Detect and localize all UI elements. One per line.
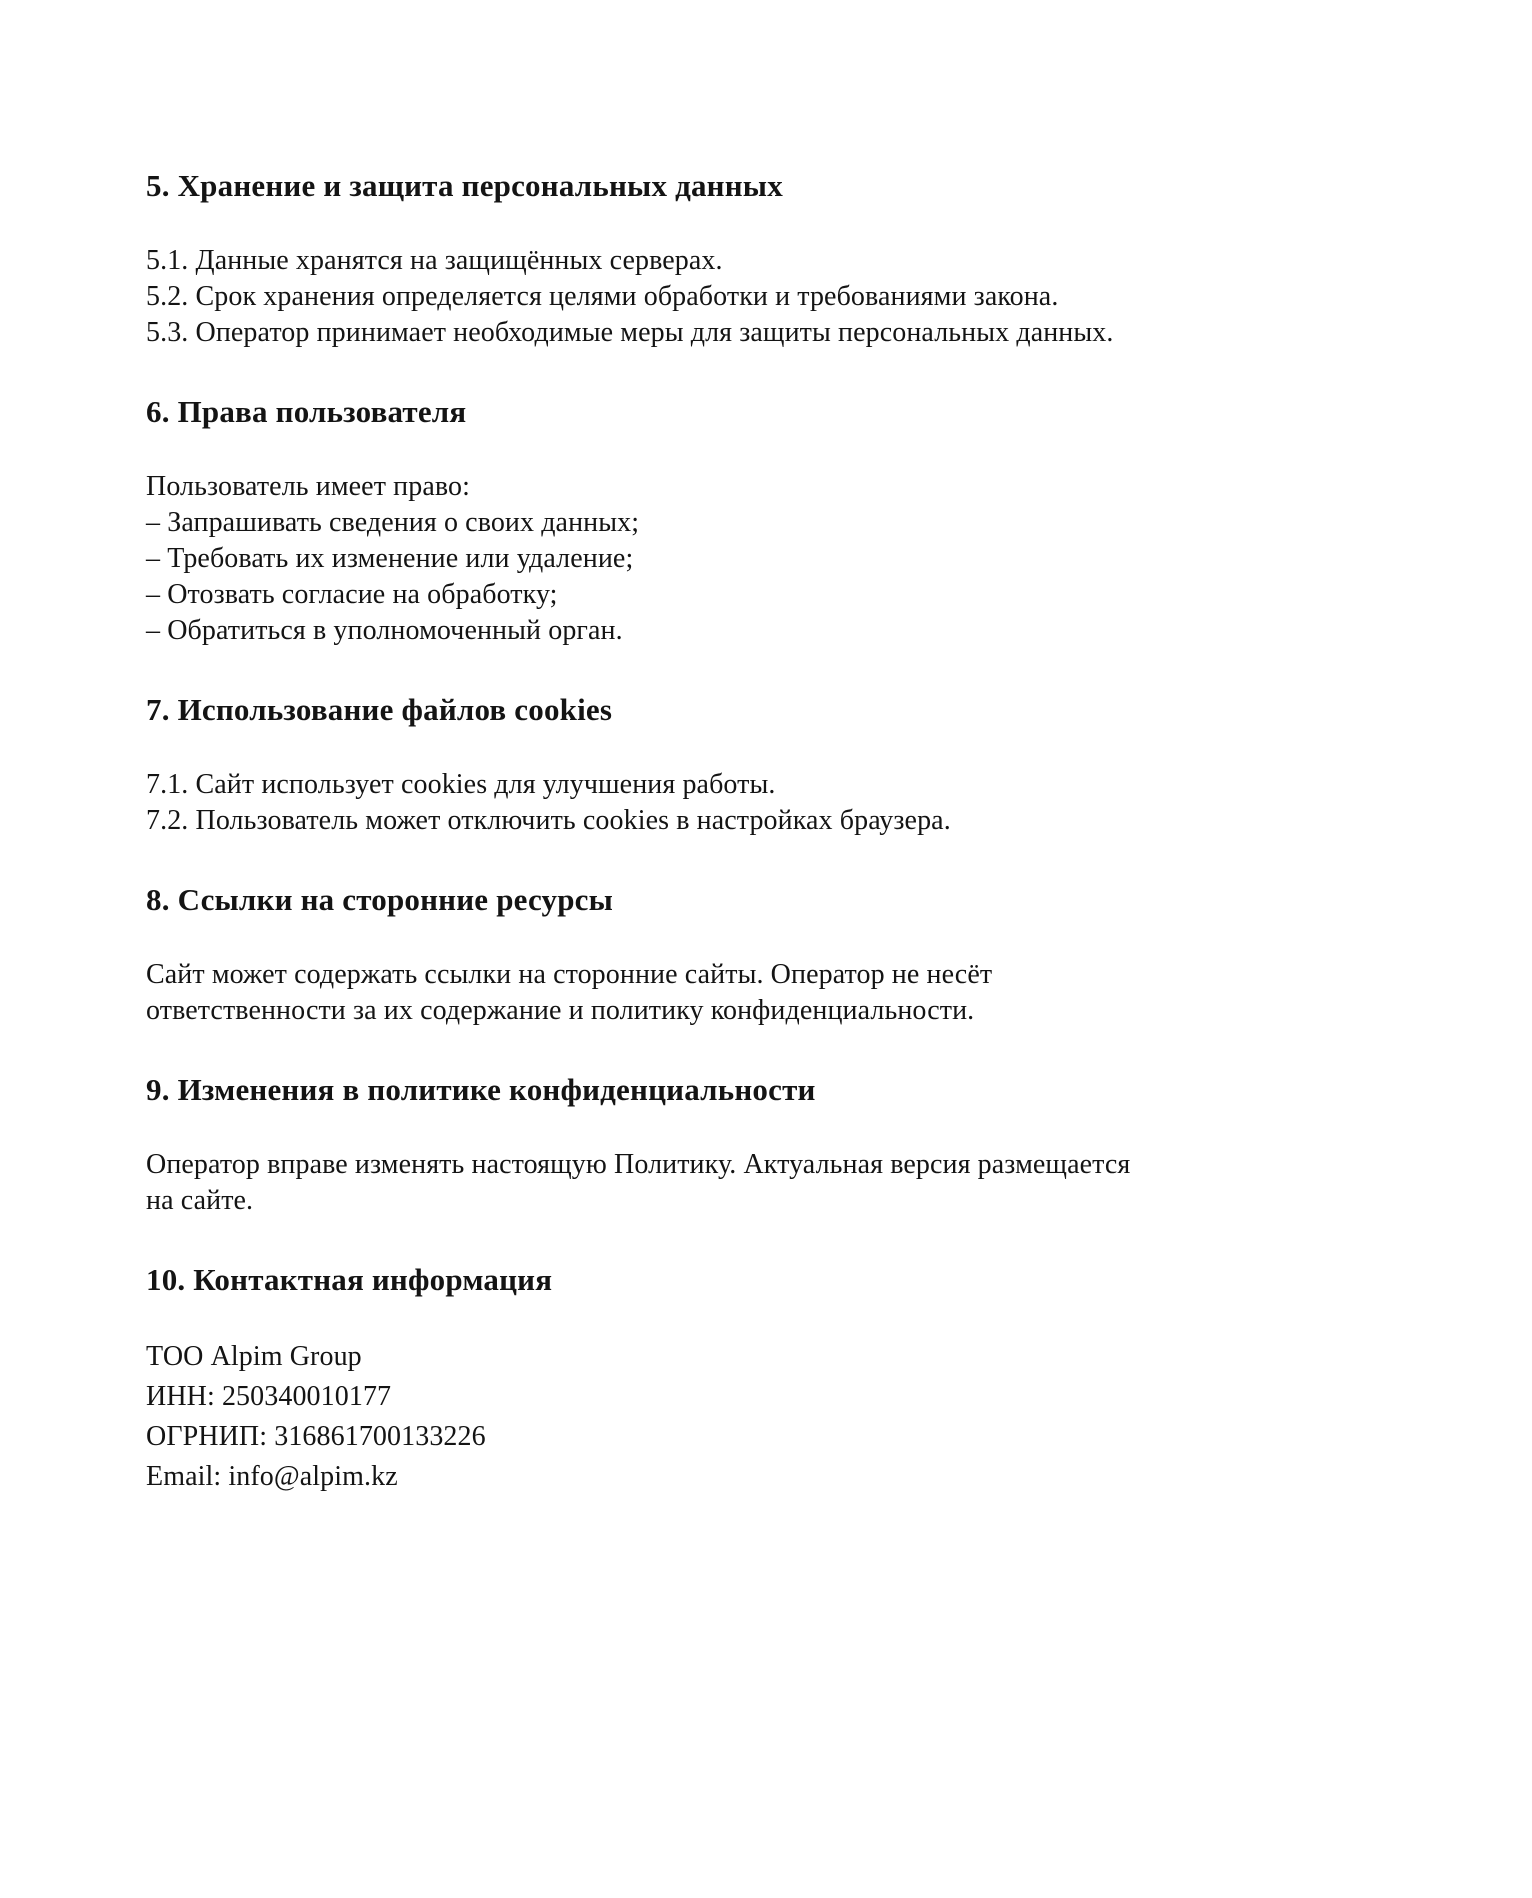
clause-5-2: 5.2. Срок хранения определяется целями обработки и требованиями закона. bbox=[146, 281, 1059, 312]
section-contact-info bbox=[146, 1260, 1402, 1497]
section-heading-7: 7. Использование файлов cookies bbox=[146, 692, 613, 727]
user-rights-item-4: – Обратиться в уполномоченный орган. bbox=[146, 615, 623, 646]
section-third-party-links bbox=[146, 880, 1402, 1029]
section-cookies bbox=[146, 690, 1402, 839]
clause-5-3: 5.3. Оператор принимает необходимые меры для защиты персональных данных. bbox=[146, 317, 1114, 348]
section-heading-8: 8. Ссылки на сторонние ресурсы bbox=[146, 882, 614, 917]
user-rights-item-2: – Требовать их изменение или удаление; bbox=[146, 543, 634, 574]
contact-company-name: ТОО Alpim Group bbox=[146, 1341, 362, 1372]
user-rights-item-1: – Запрашивать сведения о своих данных; bbox=[146, 507, 640, 538]
third-party-paragraph-line-1: Сайт может содержать ссылки на сторонние сайты. Оператор не несёт bbox=[146, 959, 993, 990]
section-heading-5: 5. Хранение и защита персональных данных bbox=[146, 168, 783, 203]
section-heading-9: 9. Изменения в политике конфиденциальности bbox=[146, 1072, 816, 1107]
third-party-paragraph-line-2: ответственности за их содержание и политику конфиденциальности. bbox=[146, 995, 975, 1026]
policy-changes-paragraph-line-1: Оператор вправе изменять настоящую Политику. Актуальная версия размещается bbox=[146, 1149, 1131, 1180]
section-user-rights bbox=[146, 392, 1402, 649]
user-rights-intro: Пользователь имеет право: bbox=[146, 471, 470, 502]
contact-ogrnip: ОГРНИП: 316861700133226 bbox=[146, 1421, 486, 1452]
contact-email: Email: info@alpim.kz bbox=[146, 1461, 398, 1492]
section-heading-6: 6. Права пользователя bbox=[146, 394, 467, 429]
clause-5-1: 5.1. Данные хранятся на защищённых серверах. bbox=[146, 245, 723, 276]
section-data-storage bbox=[146, 166, 1402, 351]
section-policy-changes bbox=[146, 1070, 1402, 1219]
user-rights-item-3: – Отозвать согласие на обработку; bbox=[146, 579, 558, 610]
clause-7-2: 7.2. Пользователь может отключить cookies в настройках браузера. bbox=[146, 805, 951, 836]
section-heading-10: 10. Контактная информация bbox=[146, 1262, 553, 1297]
contact-inn: ИНН: 250340010177 bbox=[146, 1381, 392, 1412]
policy-changes-paragraph-line-2: на сайте. bbox=[146, 1185, 254, 1216]
clause-7-1: 7.1. Сайт использует cookies для улучшения работы. bbox=[146, 769, 776, 800]
